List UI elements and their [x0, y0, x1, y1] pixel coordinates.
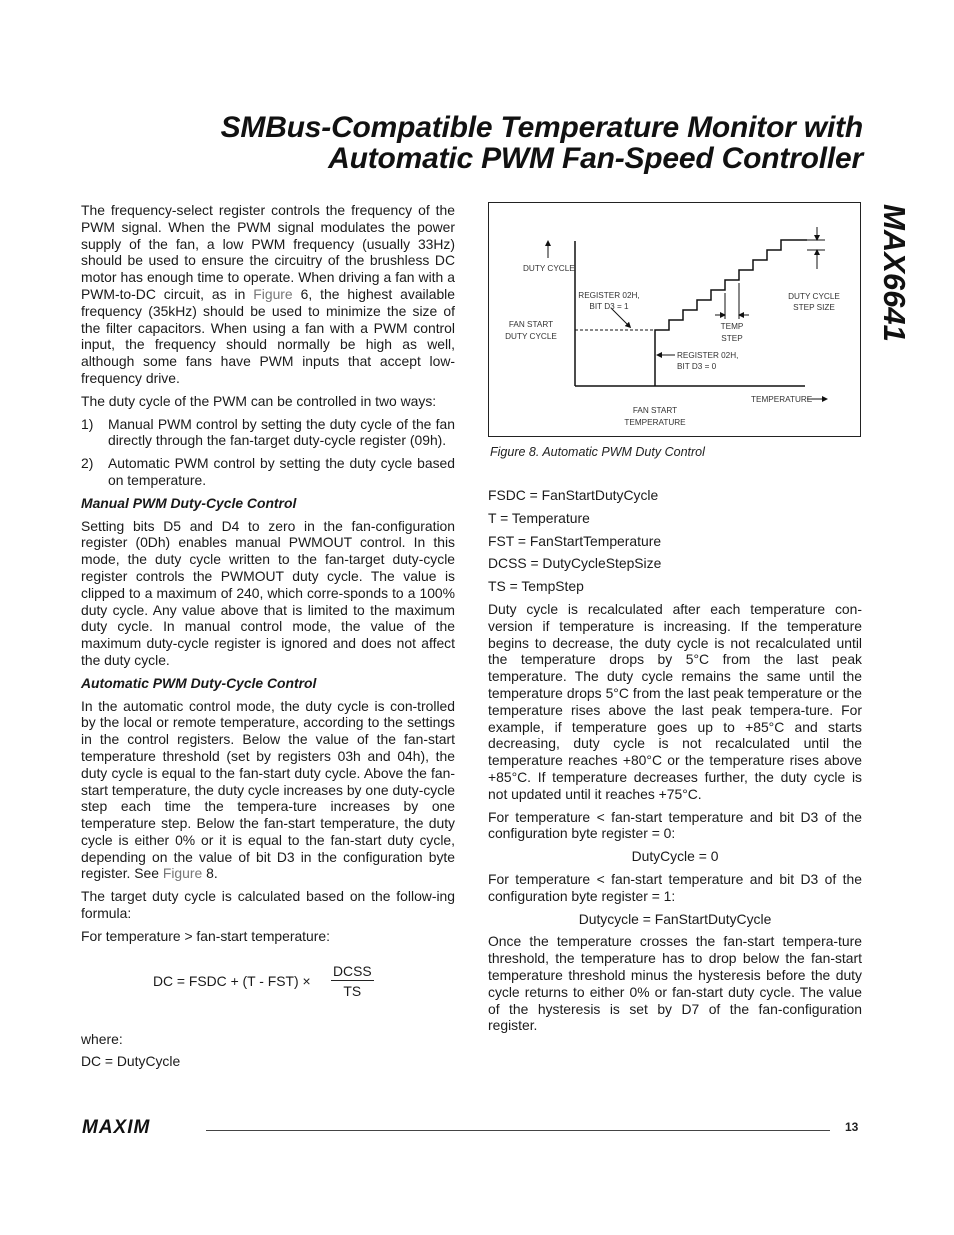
definition: FSDC = FanStartDutyCycle — [488, 487, 659, 503]
svg-text:BIT D3 = 1: BIT D3 = 1 — [589, 302, 629, 311]
paragraph: For temperature < fan-start temperature and bit D3 of the configuration byte register = 0: — [488, 808, 862, 842]
label-dc-step-size: DUTY CYCLE — [788, 292, 840, 301]
label-duty-cycle: DUTY CYCLE — [523, 264, 575, 273]
figure-caption: Figure 8. Automatic PWM Duty Control — [490, 445, 705, 459]
formula — [81, 962, 455, 1015]
definitions — [488, 487, 862, 595]
label-temp-step: TEMP — [720, 322, 744, 331]
svg-text:BIT D3 = 0: BIT D3 = 0 — [677, 362, 717, 371]
svg-text:STEP: STEP — [721, 334, 743, 343]
paragraph: The frequency-select register controls the frequency of the PWM signal. When the PWM signal modulates the power supply of the fan, a low PWM frequency (usually 33Hz) should be used to ensure the circuitry of the brushless DC motor has enough time to operate. When driving a fan with a PWM-to-DC circuit, as in Figure 6, the highest available frequency (35kHz) should be used to minimize the size of the filter capacitors. When using a fan with a PWM control input, the frequency should normally be high as well, although some fans have PWM inputs that accept low-frequency drive. — [81, 202, 455, 386]
maxim-logo — [82, 1117, 194, 1137]
part-number: MAX6641 — [877, 204, 912, 342]
duty-control-diagram — [489, 203, 860, 435]
paragraph: For temperature > fan-start temperature: — [81, 927, 330, 944]
equation: Dutycycle = FanStartDutyCycle — [578, 910, 772, 927]
label-reg-bit1: REGISTER 02H, — [578, 291, 640, 300]
paragraph: The duty cycle of the PWM can be controlled in two ways: — [81, 392, 437, 409]
title-line-2: Automatic PWM Fan-Speed Controller — [328, 142, 863, 175]
label-fan-start-duty: FAN START — [508, 320, 554, 329]
left-column — [81, 202, 455, 1076]
paragraph: Duty cycle is recalculated after each temperature con-version if temperature is increasing. If the temperature begins to decrease, the duty cycle is not recalculated until the temperature drops by 5°C from the last peak temperature. The duty cycle remains the same until the temperature drops 5°C from the last peak temperature or the temperature rises above the last peak tempera-ture. For example, if temperature goes up to +85°C and starts decreasing, duty cycle is not recalculated until the temperature reaches +80°C or the temperature rises above +85°C. If temperature decreases further, the duty cycle is not updated until it reaches +75°C. — [488, 600, 862, 802]
definition: TS = TempStep — [488, 578, 584, 595]
paragraph: Setting bits D5 and D4 to zero in the fan-configuration register (0Dh) enables manual PWMOUT control. In this mode, the duty cycle written to the fan-target duty-cycle register controls the PWMOUT duty cycle. The value is clipped to a maximum of 240, which corre-sponds to a 100% duty cycle. Any value above that is limited to the maximum duty cycle. In manual control mode, the value of the maximum duty-cycle register is ignored and does not affect the duty cycle. — [81, 517, 455, 668]
figure-link[interactable]: Figure — [253, 285, 293, 302]
list-item: 2) Automatic PWM control by setting the duty cycle based on temperature. — [81, 455, 455, 488]
part-number-tab — [860, 196, 930, 396]
subheading-manual: Manual PWM Duty-Cycle Control — [81, 494, 297, 511]
svg-text:STEP SIZE: STEP SIZE — [793, 303, 835, 312]
figure-8 — [488, 202, 861, 437]
paragraph: Once the temperature crosses the fan-start tempera-ture threshold, the temperature has to drop below the fan-start temperature threshold minus the hysteresis before the duty cycle returns to either 0% or fan-start duty cycle. The value of the hysteresis is set by D7 of the fan-configuration register. — [488, 933, 862, 1034]
title-line-1: SMBus-Compatible Temperature Monitor with — [220, 111, 863, 144]
svg-text:TEMPERATURE: TEMPERATURE — [624, 418, 686, 427]
subheading-automatic: Automatic PWM Duty-Cycle Control — [81, 674, 317, 691]
footer-rule — [206, 1130, 830, 1131]
label-temperature: TEMPERATURE — [751, 395, 813, 404]
page-title — [80, 112, 863, 174]
label-reg-bit0: REGISTER 02H, — [677, 351, 739, 360]
logo-text: MAXIM — [82, 1117, 151, 1137]
definition: DC = DutyCycle — [81, 1053, 181, 1070]
definition: DCSS = DutyCycleStepSize — [488, 555, 662, 572]
figure-link[interactable]: Figure — [162, 865, 203, 882]
list-item: 1) Manual PWM control by setting the duty cycle of the fan directly through the fan-target duty-cycle register (09h). — [81, 415, 455, 449]
formula-denominator: TS — [343, 983, 362, 1000]
right-column — [488, 487, 862, 1040]
page-number: 13 — [845, 1120, 859, 1134]
definition: FST = FanStartTemperature — [488, 532, 662, 549]
definition: T = Temperature — [488, 509, 590, 526]
equation: DutyCycle = 0 — [631, 848, 719, 865]
formula-numerator: DCSS — [331, 963, 374, 982]
svg-text:DUTY CYCLE: DUTY CYCLE — [505, 332, 557, 341]
paragraph: For temperature < fan-start temperature and bit D3 of the configuration byte register = 1: — [488, 870, 862, 904]
paragraph: The target duty cycle is calculated based on the follow-ing formula: — [81, 888, 455, 922]
formula-lhs: DC = FSDC + (T - FST) × — [153, 972, 311, 989]
where-label: where: — [81, 1030, 123, 1047]
paragraph: In the automatic control mode, the duty cycle is con-trolled by the local or remote temperature, according to the settings in the control registers. Below the value of the fan-start temperature threshold (set by registers 03h and 04h), the duty cycle is equal to the fan-start duty cycle. Above the fan-start temperature, the duty cycle increases by one duty-cycle step each time the tempera-ture increases by one temperature step. Below the fan-start temperature, the duty cycle is either 0% or it is equal to the fan-start duty cycle, depending on the value of bit D3 in the configuration byte register. See Figure 8. — [81, 697, 455, 882]
label-fan-start-temp: FAN START — [632, 406, 678, 415]
formula-fraction — [331, 963, 374, 1001]
